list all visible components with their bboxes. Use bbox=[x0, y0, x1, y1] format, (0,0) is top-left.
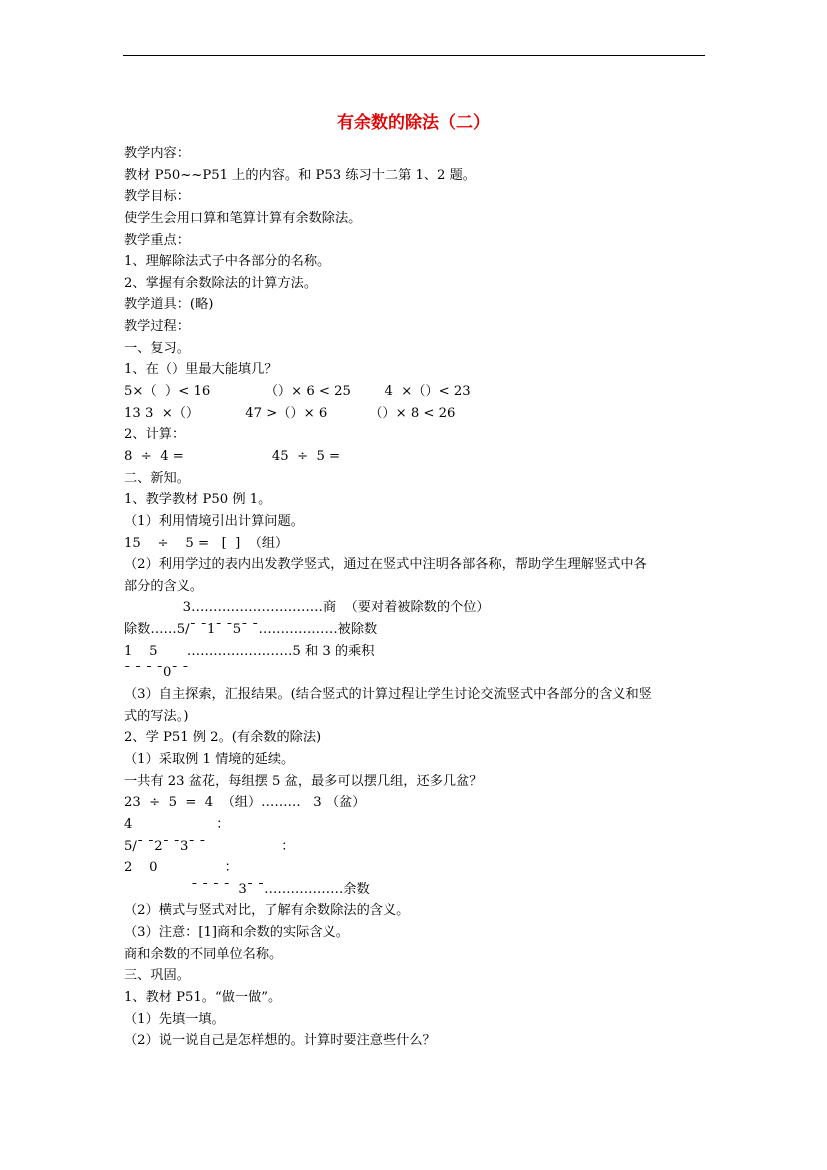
header-rule bbox=[123, 55, 705, 56]
body-line: 部分的含义。 bbox=[124, 578, 204, 594]
body-line: 15 ÷ 5 = [ ] （组） bbox=[124, 535, 289, 551]
body-line: 5/¯ ¯2¯ ¯3¯ ¯ ： bbox=[124, 838, 295, 854]
body-line: （2）说一说自己是怎样想的。计算时要注意些什么？ bbox=[124, 1033, 436, 1049]
body-line: 5×（ ）< 16 （）× 6 < 25 4 ×（）< 23 bbox=[124, 384, 471, 400]
body-line: 除数……5/¯ ¯1¯ ¯5¯ ¯………………被除数 bbox=[124, 622, 378, 638]
body-line: （1）采取例 1 情境的延续。 bbox=[124, 751, 295, 767]
body-line: 2 0 ： bbox=[124, 860, 238, 876]
body-line: 商和余数的不同单位名称。 bbox=[124, 946, 283, 962]
body-line: 式的写法。) bbox=[124, 708, 189, 724]
body-line: 2、计算： bbox=[124, 427, 186, 443]
body-line: 23 ÷ 5 = 4 （组）……… 3 （盆） bbox=[124, 795, 366, 811]
body-line: 教学内容： bbox=[124, 146, 190, 161]
document-title: 有余数的除法（二） bbox=[337, 113, 490, 133]
body-line: （2）利用学过的表内出发教学竖式，通过在竖式中注明各部各称，帮助学生理解竖式中各 bbox=[124, 557, 647, 573]
body-line: （1）利用情境引出计算问题。 bbox=[124, 513, 304, 529]
document-body bbox=[124, 143, 708, 1052]
body-line: 1 5 ……………………5 和 3 的乘积 bbox=[124, 643, 375, 659]
body-line: 1、在（）里最大能填几？ bbox=[124, 362, 278, 378]
body-line: 教学过程： bbox=[124, 319, 190, 335]
body-line: 8 ÷ 4 = 45 ÷ 5 = bbox=[124, 448, 341, 464]
body-line: 1、教学教材 P50 例 1。 bbox=[124, 492, 272, 508]
body-line: ¯ ¯ ¯ ¯0¯ ¯ bbox=[124, 665, 189, 681]
body-line: 3…………………………商 （要对着被除数的个位） bbox=[124, 600, 490, 616]
body-line: 4 ： bbox=[124, 816, 230, 832]
body-line: 13 3 ×（） 47 >（）× 6 （）× 8 < 26 bbox=[124, 405, 456, 421]
body-line: （1）先填一填。 bbox=[124, 1011, 225, 1027]
body-line: （3）注意：[1]商和余数的实际含义。 bbox=[124, 925, 349, 941]
body-line: 2、学 P51 例 2。(有余数的除法) bbox=[124, 730, 322, 746]
body-line: 一、复习。 bbox=[124, 340, 190, 356]
body-line: 二、新知。 bbox=[124, 470, 190, 486]
body-line: 2、掌握有余数除法的计算方法。 bbox=[124, 275, 318, 291]
body-line: 教材 P50~~P51 上的内容。和 P53 练习十二第 1、2 题。 bbox=[124, 167, 476, 183]
body-line: （2）横式与竖式对比，了解有余数除法的含义。 bbox=[124, 903, 410, 919]
body-line: 教学目标： bbox=[124, 189, 190, 205]
body-line: 教学重点： bbox=[124, 232, 190, 248]
body-line: （3）自主探索，汇报结果。(结合竖式的计算过程让学生讨论交流竖式中各部分的含义和竖 bbox=[124, 687, 652, 703]
body-line: 一共有 23 盆花，每组摆 5 盆，最多可以摆几组，还多几盆？ bbox=[124, 773, 483, 789]
body-line: 1、理解除法式子中各部分的名称。 bbox=[124, 254, 331, 270]
body-line: 三、巩固。 bbox=[124, 968, 190, 984]
body-line: ¯ ¯ ¯ ¯ 3¯ ¯………………余数 bbox=[124, 881, 370, 897]
body-line: 1、教材 P51。“做一做”。 bbox=[124, 989, 282, 1005]
body-line: 使学生会用口算和笔算计算有余数除法。 bbox=[124, 210, 362, 226]
body-line: 教学道具：(略) bbox=[124, 297, 214, 313]
